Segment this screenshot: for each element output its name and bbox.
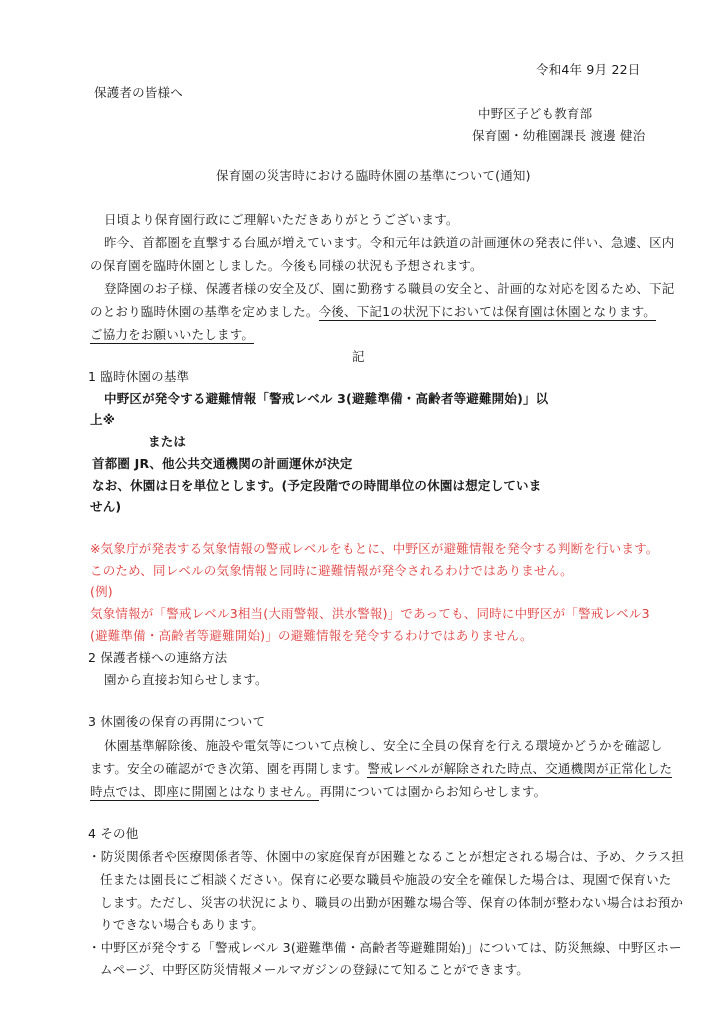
note-line-5: (避難準備・高齢者等避難開始)」の避難情報を発令するわけではありません。 [90,628,533,643]
section-3-heading: 3 休園後の保育の再開について [88,714,266,729]
section-3-line-1: 休園基準解除後、施設や電気等について点検し、安全に全員の保育を行える環境かどうかを確認し [104,738,663,753]
section-1-heading: 1 臨時休園の基準 [88,369,190,384]
section-1-line-5: なお、休園は日を単位とします。(予定段階での時間単位の休園は想定していま [92,478,542,493]
intro-paragraph-1: 日頃より保育園行政にご理解いただきありがとうございます。 [104,212,459,227]
section-3-line-3-text: 再開については園からお知らせします。 [319,784,547,799]
section-4-bullet-1-line-2: 任または園長にご相談ください。保育に必要な職員や施設の安全を確保した場合は、現園で保育いた [100,872,672,887]
section-3-line-2 [90,761,672,777]
section-4-bullet-1-line-3: します。ただし、災害の状況により、職員の出勤が困難な場合等、保育の体制が整わない場合はお預か [100,895,684,910]
intro-paragraph-3-line-2-text: のとおり臨時休園の基準を定めました。 [90,304,319,319]
intro-paragraph-2-line-2: の保育園を臨時休園としました。今後も同様の状況も予想されます。 [90,258,483,273]
document-date: 令和4年 9月 22日 [536,62,641,77]
sender-name: 保育園・幼稚園課長 渡邊 健治 [472,128,646,143]
section-4-heading: 4 その他 [88,826,139,841]
intro-paragraph-3-line-1: 登降園のお子様、保護者様の安全及び、園に勤務する職員の安全と、計画的な対応を図るため、下記 [104,281,675,296]
intro-cooperation-request: ご協力をお願いいたします。 [90,327,255,342]
intro-paragraph-3-line-3 [90,327,254,343]
section-4-bullet-2-line-2: ムページ、中野区防災情報メールマガジンの登録にて知ることができます。 [100,962,529,977]
intro-paragraph-2-line-1: 昨今、首都圏を直撃する台風が増えています。令和元年は鉄道の計画運休の発表に伴い、急遽、区内 [104,235,675,250]
section-3-line-2-text: ます。安全の確認ができ次第、園を再開します。 [90,761,368,776]
note-line-1: ※気象庁が発表する気象情報の警戒レベルをもとに、中野区が避難情報を発令する判断を行います。 [90,541,659,556]
recipient-line: 保護者の皆様へ [94,85,183,100]
section-4-bullet-1-line-1: ・防災関係者や医療関係者等、休園中の家庭保育が困難となることが想定される場合は、予め、クラス担 [88,849,685,864]
section-3-underlined-2: 時点では、即座に開園とはなりません。 [90,784,320,799]
section-4-bullet-1-line-4: りできない場合もあります。 [100,917,265,932]
ki-marker: 記 [352,349,365,364]
intro-paragraph-3-line-2 [90,304,656,320]
section-1-line-2: 上※ [90,412,116,427]
section-3-underlined-1: 警戒レベルが解除された時点、交通機関が正常化した [367,761,673,776]
section-3-line-3 [90,784,546,800]
section-1-line-1: 中野区が発令する避難情報「警戒レベル 3(避難準備・高齢者等避難開始)」以 [104,391,549,406]
section-1-line-6: せん) [90,499,122,514]
section-1-line-4: 首都圏 JR、他公共交通機関の計画運休が決定 [92,456,353,471]
note-line-2: このため、同レベルの気象情報と同時に避難情報が発令されるわけではありません。 [90,563,573,578]
section-1-line-3: または [148,434,187,449]
intro-paragraph-3-underlined: 今後、下記1の状況下においては保育園は休園となります。 [318,304,656,319]
document-title: 保育園の災害時における臨時休園の基準について(通知) [216,168,531,183]
sender-department: 中野区子ども教育部 [478,106,593,121]
section-4-bullet-2-line-1: ・中野区が発令する「警戒レベル 3(避難準備・高齢者等避難開始)」については、防災無線、中野区ホー [88,940,682,955]
note-line-3: (例) [90,584,113,599]
section-2-body: 園から直接お知らせします。 [104,672,268,687]
section-2-heading: 2 保護者様への連絡方法 [88,650,228,665]
note-line-4: 気象情報が「警戒レベル3相当(大雨警報、洪水警報)」であっても、同時に中野区が「警戒レベル3 [90,606,650,621]
